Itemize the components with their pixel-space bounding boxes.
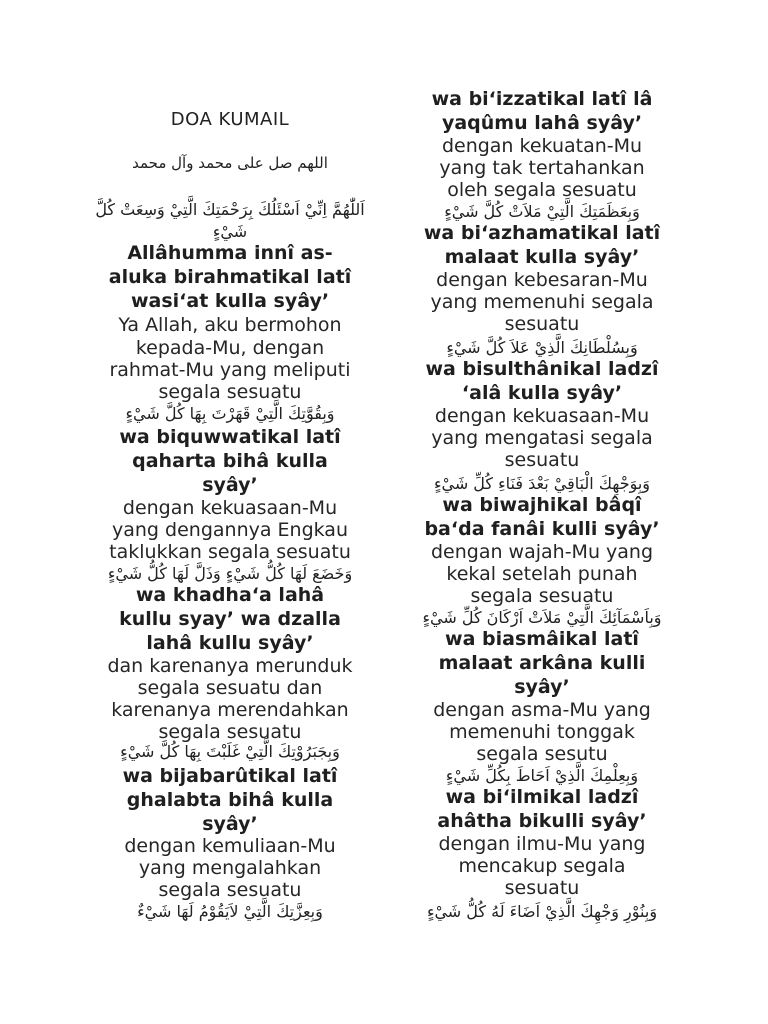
translation-line: sesuatu	[504, 877, 580, 899]
translation-line: dengan kebesaran-Mu	[436, 269, 648, 291]
arabic-line: وَبِعِزَّتِكَ الَّتِيْ لاَيَقُوْمُ لَهَا شَيْءٌ	[137, 902, 323, 921]
latin-line: kullu syay’ wa dzalla	[119, 608, 341, 630]
translation-line: sesuatu	[504, 449, 580, 471]
translation-line: segala sesuatu	[158, 381, 302, 403]
doc-title: DOA KUMAIL	[170, 109, 290, 130]
latin-line: wa biquwwatikal latî	[119, 426, 341, 448]
latin-line: wa bi‘izzatikal latî lâ	[431, 88, 653, 110]
translation-line: memenuhi tonggak	[449, 721, 635, 743]
translation-line: dengan kekuatan-Mu	[441, 135, 643, 157]
translation-line: yang tak tertahankan	[439, 157, 645, 179]
translation-line: dengan kekuasaan-Mu	[434, 405, 650, 427]
arabic-line: وَبِعَظَمَتِكَ الَّتِيْ مَلاَتْ كُلَّ شَيْءٍ	[444, 202, 640, 221]
latin-line: ghalabta bihâ kulla	[126, 789, 334, 811]
translation-line: dengan kemuliaan-Mu	[124, 835, 336, 857]
salawat-line: اللهم صل على محمد وآل محمد	[132, 154, 328, 172]
translation-line: segala sesuatu	[470, 585, 614, 607]
translation-line: dengan kekuasaan-Mu	[122, 497, 338, 519]
latin-line: wa khadha‘a lahâ	[135, 584, 325, 606]
translation-line: taklukkan segala sesuatu	[109, 541, 351, 563]
arabic-line: وَبِعِلْمِكَ الَّذِيْ اَحَاطَ بِكُلِّ شَيْءٍ	[445, 766, 639, 785]
translation-line: sesuatu	[504, 313, 580, 335]
translation-line: yang mengatasi segala	[431, 427, 653, 449]
latin-line: yaqûmu lahâ syây’	[441, 112, 643, 134]
translation-line: dengan asma-Mu yang	[433, 699, 651, 721]
arabic-line: وَبِقُوَّتِكَ الَّتِيْ قَهَرْتَ بِهَا كُلَّ شَيْءٍ	[125, 404, 335, 423]
translation-line: kepada-Mu, dengan	[135, 337, 325, 359]
latin-line: lahâ kullu syây’	[146, 632, 314, 654]
translation-line: dengan wajah-Mu yang	[430, 541, 654, 563]
arabic-line: وَخَضَعَ لَهَا كُلُّ شَيْءٍ وَذَلَّ لَهَا كُلُّ شَيْءٍ	[107, 564, 353, 583]
arabic-line: وَبِجَبَرُوْتِكَ الَّتِيْ غَلَبْتَ بِهَا كُلَّ شَيْءٍ	[120, 742, 340, 761]
latin-line: syây’	[202, 813, 258, 835]
latin-line: wa biasmâikal latî	[445, 628, 639, 650]
arabic-line: وَبِاَسْمَآئِكَ الَّتِيْ مَلاَتْ اَرْكَانَ كُلِّ شَيْءٍ	[422, 608, 662, 627]
arabic-line: وَبِنُوْرِ وَجْهِكَ الَّذِيْ اَضَاءَ لَهُ كُلُّ شَيْءٍ	[426, 902, 658, 921]
latin-line: qaharta bihâ kulla	[132, 450, 328, 472]
translation-line: yang memenuhi segala	[430, 291, 654, 313]
translation-line: segala sesuatu	[158, 721, 302, 743]
translation-line: yang mengalahkan	[138, 857, 322, 879]
latin-line: malaat arkâna kulli	[438, 652, 646, 674]
latin-line: wasi‘at kulla syây’	[130, 290, 330, 312]
latin-line: wa bisulthânikal ladzî	[425, 358, 659, 380]
latin-line: syây’	[202, 474, 258, 496]
translation-line: segala sesutu	[476, 743, 608, 765]
latin-line: wa bijabarûtikal latî	[122, 765, 338, 787]
arabic-line: وَبِسُلْطَانِكَ الَّذِيْ عَلاَ كُلَّ شَيْءٍ	[446, 338, 638, 357]
translation-line: Ya Allah, aku bermohon	[118, 314, 342, 336]
latin-line: wa biwajhikal bâqî	[442, 494, 642, 516]
arabic-line: شَيْءٍ	[212, 222, 248, 241]
arabic-line: اَللّٰهُمَّ اِنِّيْ اَسْئَلُكَ بِرَحْمَتِكَ الَّتِيْ وَسِعَتْ كُلَّ	[95, 200, 365, 219]
latin-line: ba‘da fanâi kulli syây’	[424, 518, 660, 540]
translation-line: kekal setelah punah	[446, 563, 638, 585]
latin-line: wa bi‘ilmikal ladzî	[445, 786, 639, 808]
latin-line: malaat kulla syây’	[444, 246, 640, 268]
translation-line: karenanya merendahkan	[111, 699, 349, 721]
latin-line: aluka birahmatikal latî	[108, 266, 352, 288]
latin-line: ahâtha bikulli syây’	[437, 810, 647, 832]
translation-line: yang dengannya Engkau	[112, 519, 348, 541]
translation-line: rahmat-Mu yang meliputi	[109, 359, 351, 381]
latin-line: syây’	[514, 676, 570, 698]
translation-line: mencakup segala	[458, 855, 626, 877]
latin-line: Allâhumma innî as-	[127, 242, 333, 264]
translation-line: dengan ilmu-Mu yang	[438, 833, 646, 855]
arabic-line: وَبِوَجْهِكَ الْبَاقِيْ بَعْدَ فَنَاءِ كُلِّ شَيْءٍ	[433, 474, 651, 493]
latin-line: wa bi‘azhamatikal latî	[423, 222, 661, 244]
latin-line: ‘alâ kulla syây’	[461, 382, 623, 404]
translation-line: dan karenanya merunduk	[107, 655, 353, 677]
translation-line: segala sesuatu	[158, 879, 302, 901]
translation-line: oleh segala sesuatu	[447, 179, 637, 201]
translation-line: segala sesuatu dan	[137, 677, 323, 699]
